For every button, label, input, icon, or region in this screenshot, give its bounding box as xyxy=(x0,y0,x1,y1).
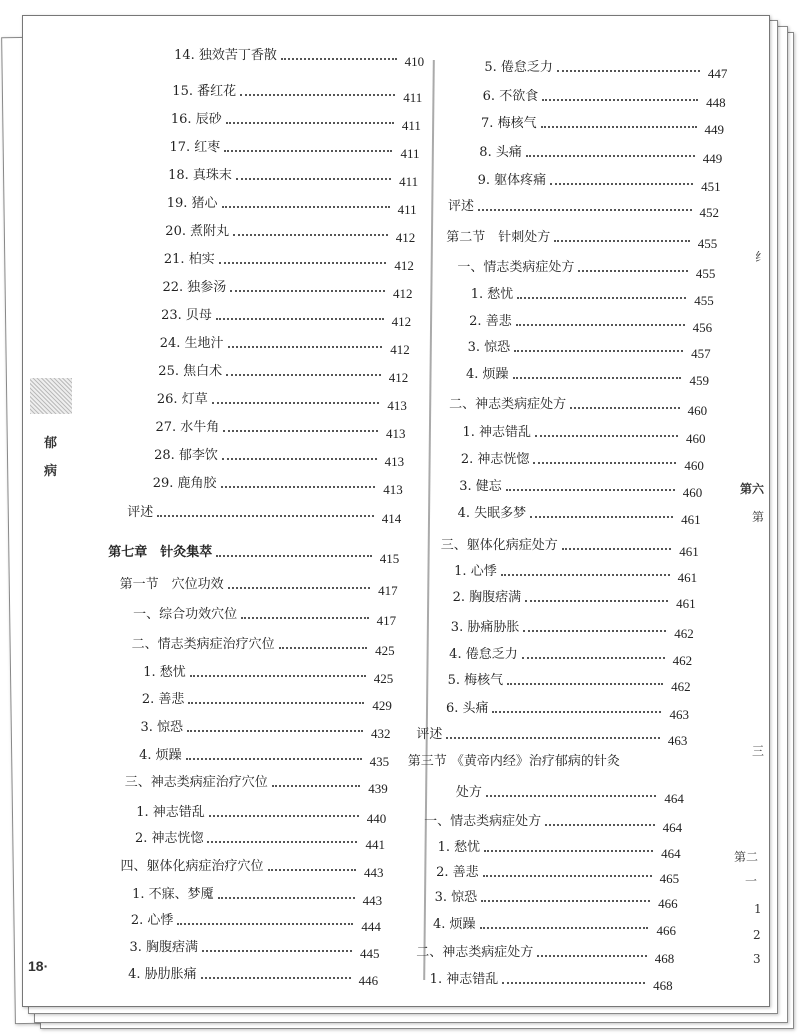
toc-entry xyxy=(143,665,394,686)
toc-entry xyxy=(449,397,708,418)
toc-entry xyxy=(163,252,414,273)
edge-fragment: 2 xyxy=(753,928,761,942)
dot-leader xyxy=(481,900,650,902)
edge-fragment: 一 xyxy=(745,874,758,888)
toc-entry-page: 461 xyxy=(681,512,701,527)
toc-entry xyxy=(159,336,410,357)
dot-leader xyxy=(492,711,661,713)
toc-entry-title: 1. 愁忧 xyxy=(437,840,481,855)
dot-leader xyxy=(240,94,395,96)
toc-entry-page: 445 xyxy=(360,946,380,961)
edge-fragment: 三 xyxy=(752,744,765,758)
toc-entry-title: 6. 不欲食 xyxy=(482,89,539,104)
toc-entry-page: 449 xyxy=(704,122,725,137)
toc-entry-title: 3. 胸腹痞满 xyxy=(129,940,199,955)
toc-entry-page: 464 xyxy=(662,820,683,835)
toc-entry xyxy=(449,647,693,668)
dot-leader xyxy=(202,950,352,952)
toc-entry-title: 2. 善悲 xyxy=(436,865,479,880)
dot-leader xyxy=(502,982,645,984)
toc-entry xyxy=(432,917,676,938)
toc-entry-page: 417 xyxy=(376,613,397,628)
toc-entry xyxy=(139,748,390,769)
dot-leader xyxy=(523,630,666,632)
toc-entry-page: 462 xyxy=(674,626,694,641)
toc-entry xyxy=(133,607,397,628)
dot-leader xyxy=(279,647,367,649)
edge-fragment: 纟 xyxy=(755,250,768,264)
toc-entry-title: 评述 xyxy=(127,505,154,520)
dot-leader xyxy=(218,897,355,899)
toc-entry-page: 464 xyxy=(664,791,684,806)
toc-entry-title: 1. 神志错乱 xyxy=(429,972,499,987)
toc-entry xyxy=(450,620,694,641)
dot-leader xyxy=(578,270,687,272)
toc-entry xyxy=(416,727,688,748)
toc-entry-title: 3. 惊恐 xyxy=(434,890,478,905)
toc-entry-page: 462 xyxy=(671,679,691,694)
toc-entry-title: 第二节 针刺处方 xyxy=(446,230,551,245)
toc-entry-title: 3. 惊恐 xyxy=(467,340,511,355)
dot-leader xyxy=(226,374,381,376)
toc-entry-page: 460 xyxy=(682,485,703,500)
toc-entry-page: 452 xyxy=(699,205,720,220)
dot-leader xyxy=(513,377,682,379)
toc-entry-page: 412 xyxy=(395,230,416,245)
toc-entry xyxy=(127,505,402,526)
toc-entry-page: 464 xyxy=(661,846,681,861)
dot-leader xyxy=(224,150,392,152)
dot-leader xyxy=(219,262,387,264)
edge-fragment: 第六 xyxy=(740,482,765,496)
toc-entry xyxy=(440,538,699,559)
toc-entry xyxy=(119,577,398,598)
dot-leader xyxy=(272,785,360,787)
toc-entry-page: 460 xyxy=(684,458,704,473)
toc-entry xyxy=(459,479,703,500)
toc-entry-title: 6. 头痛 xyxy=(445,701,489,716)
toc-entry-title: 25. 焦白术 xyxy=(158,364,223,379)
toc-entry-title: 29. 鹿角胶 xyxy=(152,476,217,491)
dot-leader xyxy=(209,815,359,817)
toc-entry xyxy=(477,173,721,194)
toc-entry-title: 17. 红枣 xyxy=(169,140,221,155)
toc-entry-page: 447 xyxy=(707,66,728,81)
dot-leader xyxy=(541,126,697,128)
toc-entry-title: 4. 胁肋胀痛 xyxy=(128,967,197,982)
toc-entry xyxy=(445,701,689,722)
toc-entry xyxy=(446,230,718,251)
toc-entry-page: 425 xyxy=(373,671,394,686)
toc-entry xyxy=(429,972,673,993)
dot-leader xyxy=(522,657,665,659)
dot-leader xyxy=(516,324,685,326)
toc-entry xyxy=(120,859,384,880)
toc-entry-title: 2. 胸腹痞满 xyxy=(452,590,522,605)
toc-entry-page: 460 xyxy=(686,431,706,446)
toc-entry-title: 3. 健忘 xyxy=(459,479,502,494)
toc-entry xyxy=(448,199,720,220)
dot-leader xyxy=(557,70,700,72)
toc-entry-page: 441 xyxy=(365,837,385,852)
toc-entry xyxy=(140,720,391,741)
dot-leader xyxy=(545,824,654,826)
toc-entry-title: 第三节 《黄帝内经》治疗郁病的针灸 xyxy=(407,754,620,769)
toc-entry-page: 461 xyxy=(679,544,699,559)
toc-entry-title: 2. 心悸 xyxy=(130,913,174,928)
dot-leader xyxy=(241,617,368,619)
dot-leader xyxy=(517,297,686,299)
dot-leader xyxy=(526,155,695,157)
toc-entry-title: 二、神志类病症处方 xyxy=(449,397,567,412)
toc-entry-title: 1. 愁忧 xyxy=(143,665,186,680)
toc-entry-page: 448 xyxy=(706,95,726,110)
dot-leader xyxy=(157,515,373,517)
toc-entry-title: 4. 失眠多梦 xyxy=(457,506,527,521)
dot-leader xyxy=(570,407,679,409)
toc-entry-title: 三、神志类病症治疗穴位 xyxy=(124,775,268,790)
dot-leader xyxy=(190,675,366,677)
toc-entry-title: 3. 胁痛胁胀 xyxy=(450,620,520,635)
toc-entry-title: 26. 灯草 xyxy=(156,392,208,407)
toc-entry xyxy=(457,506,701,527)
toc-entry-title: 22. 独参汤 xyxy=(162,280,227,295)
dot-leader xyxy=(223,430,378,432)
dot-leader xyxy=(533,462,676,464)
margin-ornament xyxy=(30,378,72,414)
toc-entry-title: 处方 xyxy=(455,785,482,800)
toc-entry-title: 15. 番红花 xyxy=(172,84,237,99)
toc-entry xyxy=(462,425,706,446)
toc-entry xyxy=(161,308,412,329)
dot-leader xyxy=(226,122,394,124)
toc-entry-page: 455 xyxy=(695,266,716,281)
toc-entry-page: 412 xyxy=(391,314,412,329)
toc-entry-title: 16. 辰砂 xyxy=(170,112,222,127)
dot-leader xyxy=(480,927,649,929)
toc-entry-title: 5. 倦怠乏力 xyxy=(484,60,553,75)
toc-entry-page: 432 xyxy=(371,726,391,741)
toc-entry xyxy=(156,392,407,413)
toc-entry-title: 8. 头痛 xyxy=(479,145,522,160)
toc-entry-title: 3. 惊恐 xyxy=(140,720,184,735)
toc-entry xyxy=(169,140,420,161)
toc-entry-title: 7. 梅核气 xyxy=(481,116,537,131)
toc-entry-page: 412 xyxy=(388,370,409,385)
toc-entry-title: 14. 独效苦丁香散 xyxy=(174,48,277,63)
toc-entry-title: 评述 xyxy=(416,727,443,742)
toc-entry xyxy=(134,831,385,852)
toc-entry-title: 1. 心悸 xyxy=(454,564,497,579)
toc-entry-title: 9. 躯体疼痛 xyxy=(477,173,547,188)
toc-entry-page: 412 xyxy=(393,286,413,301)
dot-leader xyxy=(530,516,673,518)
toc-entry xyxy=(128,967,379,988)
toc-entry-title: 4. 烦躁 xyxy=(432,917,476,932)
toc-entry-page: 446 xyxy=(358,973,379,988)
dot-leader xyxy=(177,923,353,925)
toc-entry xyxy=(482,89,726,110)
dot-leader xyxy=(216,555,371,557)
toc-entry-page: 456 xyxy=(692,320,713,335)
dot-leader xyxy=(537,955,646,957)
toc-entry-page: 465 xyxy=(659,871,680,886)
toc-entry-page: 411 xyxy=(400,146,420,161)
dot-leader xyxy=(228,587,370,589)
dot-leader xyxy=(486,795,656,797)
toc-entry xyxy=(130,913,381,934)
toc-entry-title: 19. 猪心 xyxy=(166,196,218,211)
toc-entry-page: 435 xyxy=(369,754,390,769)
toc-entry xyxy=(408,754,686,770)
toc-entry xyxy=(484,60,728,81)
toc-entry-page: 443 xyxy=(364,865,384,880)
toc-entry-page: 413 xyxy=(384,454,405,469)
toc-entry-title: 第七章 针灸集萃 xyxy=(108,545,213,560)
dot-leader xyxy=(562,548,671,550)
toc-entry-title: 一、情志类病症处方 xyxy=(424,814,542,829)
dot-leader xyxy=(525,600,668,602)
toc-entry-page: 449 xyxy=(702,151,723,166)
dot-leader xyxy=(222,206,390,208)
toc-entry xyxy=(154,448,405,469)
toc-entry xyxy=(470,287,714,308)
margin-title-2: 病 xyxy=(44,464,58,479)
toc-entry xyxy=(454,564,698,585)
toc-entry-page: 444 xyxy=(361,919,381,934)
toc-entry-page: 455 xyxy=(697,236,718,251)
toc-entry-title: 27. 水牛角 xyxy=(155,420,220,435)
toc-entry xyxy=(174,48,425,69)
dot-leader xyxy=(484,850,653,852)
toc-entry-page: 413 xyxy=(386,426,406,441)
toc-entry-title: 一、综合功效穴位 xyxy=(133,607,238,622)
dot-leader xyxy=(207,841,357,843)
toc-entry-title: 2. 善悲 xyxy=(469,314,512,329)
toc-entry xyxy=(152,476,403,497)
toc-entry-title: 2. 神志恍惚 xyxy=(460,452,530,467)
dot-leader xyxy=(268,869,356,871)
toc-entry xyxy=(467,340,711,361)
toc-entry-page: 429 xyxy=(372,698,392,713)
toc-entry xyxy=(141,692,392,713)
dot-leader xyxy=(233,234,388,236)
toc-entry-page: 461 xyxy=(676,596,696,611)
dot-leader xyxy=(483,875,652,877)
toc-entry xyxy=(132,887,383,908)
toc-entry-page: 411 xyxy=(399,174,419,189)
toc-entry xyxy=(460,452,704,473)
edge-fragment: 第 xyxy=(752,510,765,524)
toc-entry-page: 439 xyxy=(368,781,388,796)
dot-leader xyxy=(230,290,385,292)
toc-entry-page: 425 xyxy=(375,643,395,658)
dot-leader xyxy=(222,458,377,460)
dot-leader xyxy=(201,977,351,979)
edge-fragment: 1 xyxy=(754,902,762,916)
toc-entry-title: 评述 xyxy=(448,199,475,214)
toc-entry-title: 二、情志类病症治疗穴位 xyxy=(131,637,275,652)
toc-entry-page: 414 xyxy=(381,511,402,526)
toc-entry-title: 2. 善悲 xyxy=(141,692,185,707)
toc-entry xyxy=(437,840,681,861)
toc-entry-title: 28. 郁李饮 xyxy=(154,448,218,463)
dot-leader xyxy=(542,99,698,101)
toc-entry-page: 466 xyxy=(658,896,678,911)
toc-entry-page: 461 xyxy=(677,570,698,585)
toc-entry xyxy=(162,280,413,301)
toc-entry-title: 20. 煮附丸 xyxy=(165,224,230,239)
toc-entry xyxy=(168,168,419,189)
dot-leader xyxy=(216,318,384,320)
toc-entry-title: 1. 神志错乱 xyxy=(136,805,205,820)
toc-entry-page: 463 xyxy=(667,733,688,748)
dot-leader xyxy=(550,183,693,185)
toc-entry-page: 411 xyxy=(403,90,423,105)
toc-entry-title: 4. 烦躁 xyxy=(139,748,182,763)
toc-entry xyxy=(131,637,395,658)
toc-entry-page: 417 xyxy=(378,583,398,598)
toc-entry xyxy=(158,364,409,385)
toc-entry xyxy=(436,865,680,886)
toc-entry-page: 457 xyxy=(691,346,711,361)
dot-leader xyxy=(514,350,683,352)
toc-entry-page: 460 xyxy=(687,403,708,418)
toc-entry-page: 459 xyxy=(689,373,709,388)
toc-entry xyxy=(172,84,423,105)
toc-entry xyxy=(447,673,691,694)
toc-entry-title: 2. 神志恍惚 xyxy=(134,831,204,846)
toc-entry-title: 1. 不寐、梦魇 xyxy=(132,887,214,902)
edge-fragment: 3 xyxy=(753,952,761,966)
dot-leader xyxy=(478,209,691,211)
dot-leader xyxy=(221,486,376,488)
toc-entry xyxy=(465,367,709,388)
toc-entry-page: 466 xyxy=(656,923,676,938)
toc-entry xyxy=(166,196,417,217)
toc-entry-page: 443 xyxy=(362,893,383,908)
toc-entry xyxy=(434,890,678,911)
toc-entry xyxy=(124,775,388,796)
toc-entry-page: 410 xyxy=(404,54,425,69)
toc-entry-page: 455 xyxy=(694,293,714,308)
dot-leader xyxy=(236,178,391,180)
dot-leader xyxy=(228,346,383,348)
toc-entry xyxy=(452,590,696,611)
toc-entry xyxy=(479,145,723,166)
toc-entry-page: 468 xyxy=(654,951,675,966)
dot-leader xyxy=(506,489,675,491)
dot-leader xyxy=(501,574,670,576)
toc-entry-page: 411 xyxy=(401,118,421,133)
toc-entry-page: 411 xyxy=(397,202,417,217)
toc-entry-page: 413 xyxy=(387,398,407,413)
toc-entry-title: 1. 愁忧 xyxy=(470,287,514,302)
toc-entry-page: 440 xyxy=(366,811,387,826)
toc-entry-page: 412 xyxy=(390,342,410,357)
dot-leader xyxy=(186,758,362,760)
dot-leader xyxy=(446,737,659,739)
toc-entry-page: 451 xyxy=(701,179,721,194)
toc-entry-title: 21. 柏实 xyxy=(163,252,215,267)
toc-entry-page: 412 xyxy=(394,258,414,273)
dot-leader xyxy=(554,240,689,242)
toc-entry xyxy=(481,116,725,137)
toc-entry xyxy=(457,260,716,281)
toc-entry-title: 一、情志类病症处方 xyxy=(457,260,575,275)
dot-leader xyxy=(187,730,363,732)
toc-entry-title: 三、躯体化病症处方 xyxy=(440,538,558,553)
toc-entry-page: 462 xyxy=(672,653,693,668)
toc-entry-title: 二、神志类病症处方 xyxy=(416,945,534,960)
dot-leader xyxy=(281,58,397,60)
toc-entry-page: 413 xyxy=(383,482,403,497)
dot-leader xyxy=(188,702,364,704)
toc-entry-title: 5. 梅核气 xyxy=(447,673,504,688)
toc-entry-title: 23. 贝母 xyxy=(161,308,212,323)
toc-entry xyxy=(455,785,684,806)
toc-entry xyxy=(108,545,400,566)
toc-entry xyxy=(424,814,683,835)
toc-entry-page: 468 xyxy=(653,978,673,993)
toc-entry-title: 24. 生地汁 xyxy=(159,336,224,351)
margin-title-1: 郁 xyxy=(44,436,58,451)
toc-entry-page: 463 xyxy=(669,707,689,722)
toc-entry-title: 4. 倦怠乏力 xyxy=(449,647,518,662)
toc-entry xyxy=(469,314,713,335)
toc-entry xyxy=(165,224,416,245)
toc-entry-title: 1. 神志错乱 xyxy=(462,425,532,440)
toc-entry-title: 18. 真珠末 xyxy=(168,168,232,183)
edge-fragment: 第二 xyxy=(734,850,759,864)
page-number: 18· xyxy=(28,958,49,974)
toc-entry xyxy=(129,940,380,961)
toc-entry-page: 415 xyxy=(379,551,400,566)
toc-entry xyxy=(136,805,387,826)
toc-entry xyxy=(170,112,421,133)
toc-entry xyxy=(416,945,675,966)
dot-leader xyxy=(535,435,678,437)
toc-entry xyxy=(155,420,406,441)
dot-leader xyxy=(507,683,663,685)
toc-entry-title: 第一节 穴位功效 xyxy=(119,577,224,592)
toc-entry-title: 四、躯体化病症治疗穴位 xyxy=(120,859,264,874)
toc-entry-title: 4. 烦躁 xyxy=(465,367,509,382)
dot-leader xyxy=(212,402,380,404)
